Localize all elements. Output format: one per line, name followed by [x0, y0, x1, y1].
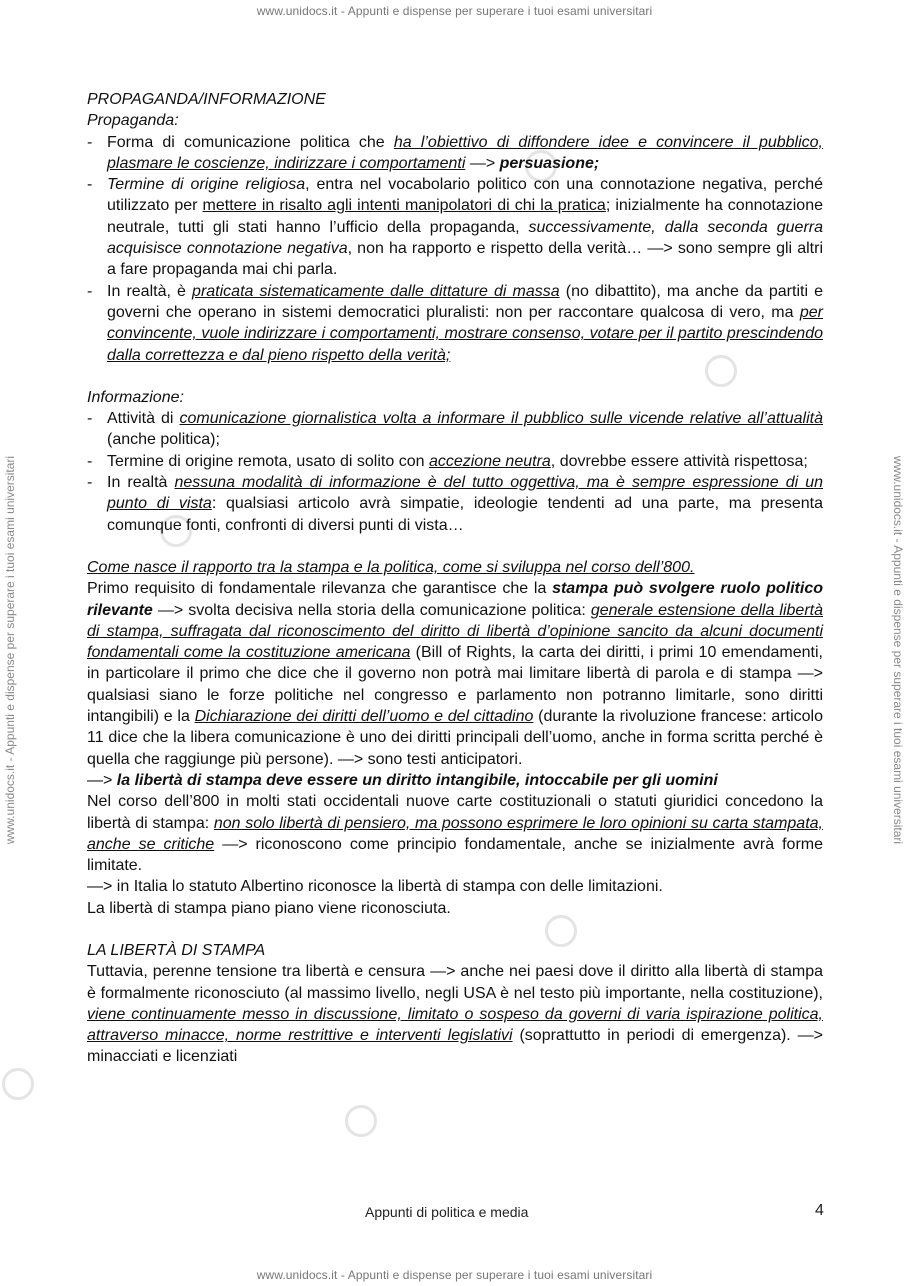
watermark-top: www.unidocs.it - Appunti e dispense per superare i tuoi esami universitari	[256, 4, 653, 18]
bullet-item: - In realtà, è praticata sistematicamente dalle dittature di massa (no dibattito), ma anche da partiti e governi che operano in sistemi democratici pluralisti: non per raccontare qualcosa di vero, ma per convincente, vuole indirizzare i comportamenti, mostrare consenso, votare per il partito prescindendo dalla correttezza e dal pieno rispetto della verità;	[87, 281, 823, 366]
paragraph: La libertà di stampa piano piano viene riconosciuta.	[87, 899, 451, 917]
bullet-item: - Forma di comunicazione politica che ha l’obiettivo di diffondere idee e convincere il pubblico, plasmare le coscienze, indirizzare i comportamenti —> persuasione;	[87, 132, 823, 175]
document-body	[87, 89, 823, 1068]
bullet-item: - In realtà nessuna modalità di informazione è del tutto oggettiva, ma è sempre espressione di un punto di vista: qualsiasi articolo avrà simpatie, ideologie tendenti ad una parte, ma presenta comunque fonti, confronti di diversi punti di vista…	[87, 472, 823, 536]
page-number: 4	[815, 1202, 824, 1219]
subheading-informazione: Informazione:	[87, 388, 184, 406]
watermark-right: www.unidocs.it - Appunti e dispense per superare i tuoi esami universitari	[891, 455, 905, 845]
watermark-bottom: www.unidocs.it - Appunti e dispense per superare i tuoi esami universitari	[256, 1268, 653, 1282]
paragraph: —> la libertà di stampa deve essere un diritto intangibile, intoccabile per gli uomini	[87, 771, 718, 789]
paragraph: Tuttavia, perenne tensione tra libertà e censura —> anche nei paesi dove il diritto alla libertà di stampa è formalmente riconosciuto (al massimo livello, negli USA è nel testo più importante, nella costituzione), viene continuamente messo in discussione, limitato o sospeso da governi di varia ispirazione politica, attraverso minacce, norme restrittive e interventi legislativi (soprattutto in periodi di emergenza). —> minacciati e licenziati	[87, 963, 824, 1066]
footer-title: Appunti di politica e media	[365, 1204, 529, 1220]
bullet-item: - Termine di origine religiosa, entra nel vocabolario politico con una connotazione negativa, perché utilizzato per mettere in risalto agli intenti manipolatori di chi la pratica; inizialmente ha connotazione neutrale, tutti gli stati hanno l’ufficio della propaganda, successivamente, dalla seconda guerra acquisisce connotazione negativa, non ha rapporto e rispetto della verità… —> sono sempre gli altri a fare propaganda mai chi parla.	[87, 174, 823, 280]
watermark-left: www.unidocs.it - Appunti e dispense per superare i tuoi esami universitari	[3, 455, 17, 845]
paragraph: Nel corso dell’800 in molti stati occidentali nuove carte costituzionali o statuti giuridici concedono la libertà di stampa: non solo libertà di pensiero, ma possono esprimere le loro opinioni su carta stampata, anche se critiche —> riconoscono come principio fondamentale, anche se inizialmente avrà forme limitate.	[87, 793, 823, 875]
bullet-item: - Termine di origine remota, usato di solito con accezione neutra, dovrebbe essere attività rispettosa;	[87, 451, 823, 472]
paragraph: —> in Italia lo statuto Albertino riconosce la libertà di stampa con delle limitazioni.	[87, 878, 663, 896]
subheading-propaganda: Propaganda:	[87, 112, 179, 130]
section-heading-stampa-politica: Come nasce il rapporto tra la stampa e la politica, come si sviluppa nel corso dell’800.	[87, 558, 695, 576]
section-heading-propaganda-informazione: PROPAGANDA/INFORMAZIONE	[87, 91, 326, 108]
bullet-item: - Attività di comunicazione giornalistica volta a informare il pubblico sulle vicende relative all’attualità (anche politica);	[87, 408, 823, 451]
paragraph: Primo requisito di fondamentale rilevanza che garantisce che la stampa può svolgere ruolo politico rilevante —> svolta decisiva nella storia della comunicazione politica: generale estensione della libertà di stampa, suffragata dal riconoscimento del diritto di libertà d’opinione sancito da alcuni documenti fondamentali come la costituzione americana (Bill of Rights, la carta dei diritti, i primi 10 emendamenti, in particolare il primo che dice che il governo non potrà mai limitare libertà di parola e di stampa —> qualsiasi siano le forze politiche nel congresso e parlamento non potranno limitarle, sono diritti intangibili) e la Dichiarazione dei diritti dell’uomo e del cittadino (durante la rivoluzione francese: articolo 11 dice che la libera comunicazione è uno dei diritti principali dell’uomo, anche in forma scritta perché è quella che raggiunge più persone). —> sono testi anticipatori.	[87, 580, 824, 768]
watermark-stamp-icon	[2, 1068, 34, 1100]
section-heading-liberta-di-stampa: LA LIBERTÀ DI STAMPA	[87, 941, 266, 959]
watermark-stamp-icon	[345, 1105, 377, 1137]
